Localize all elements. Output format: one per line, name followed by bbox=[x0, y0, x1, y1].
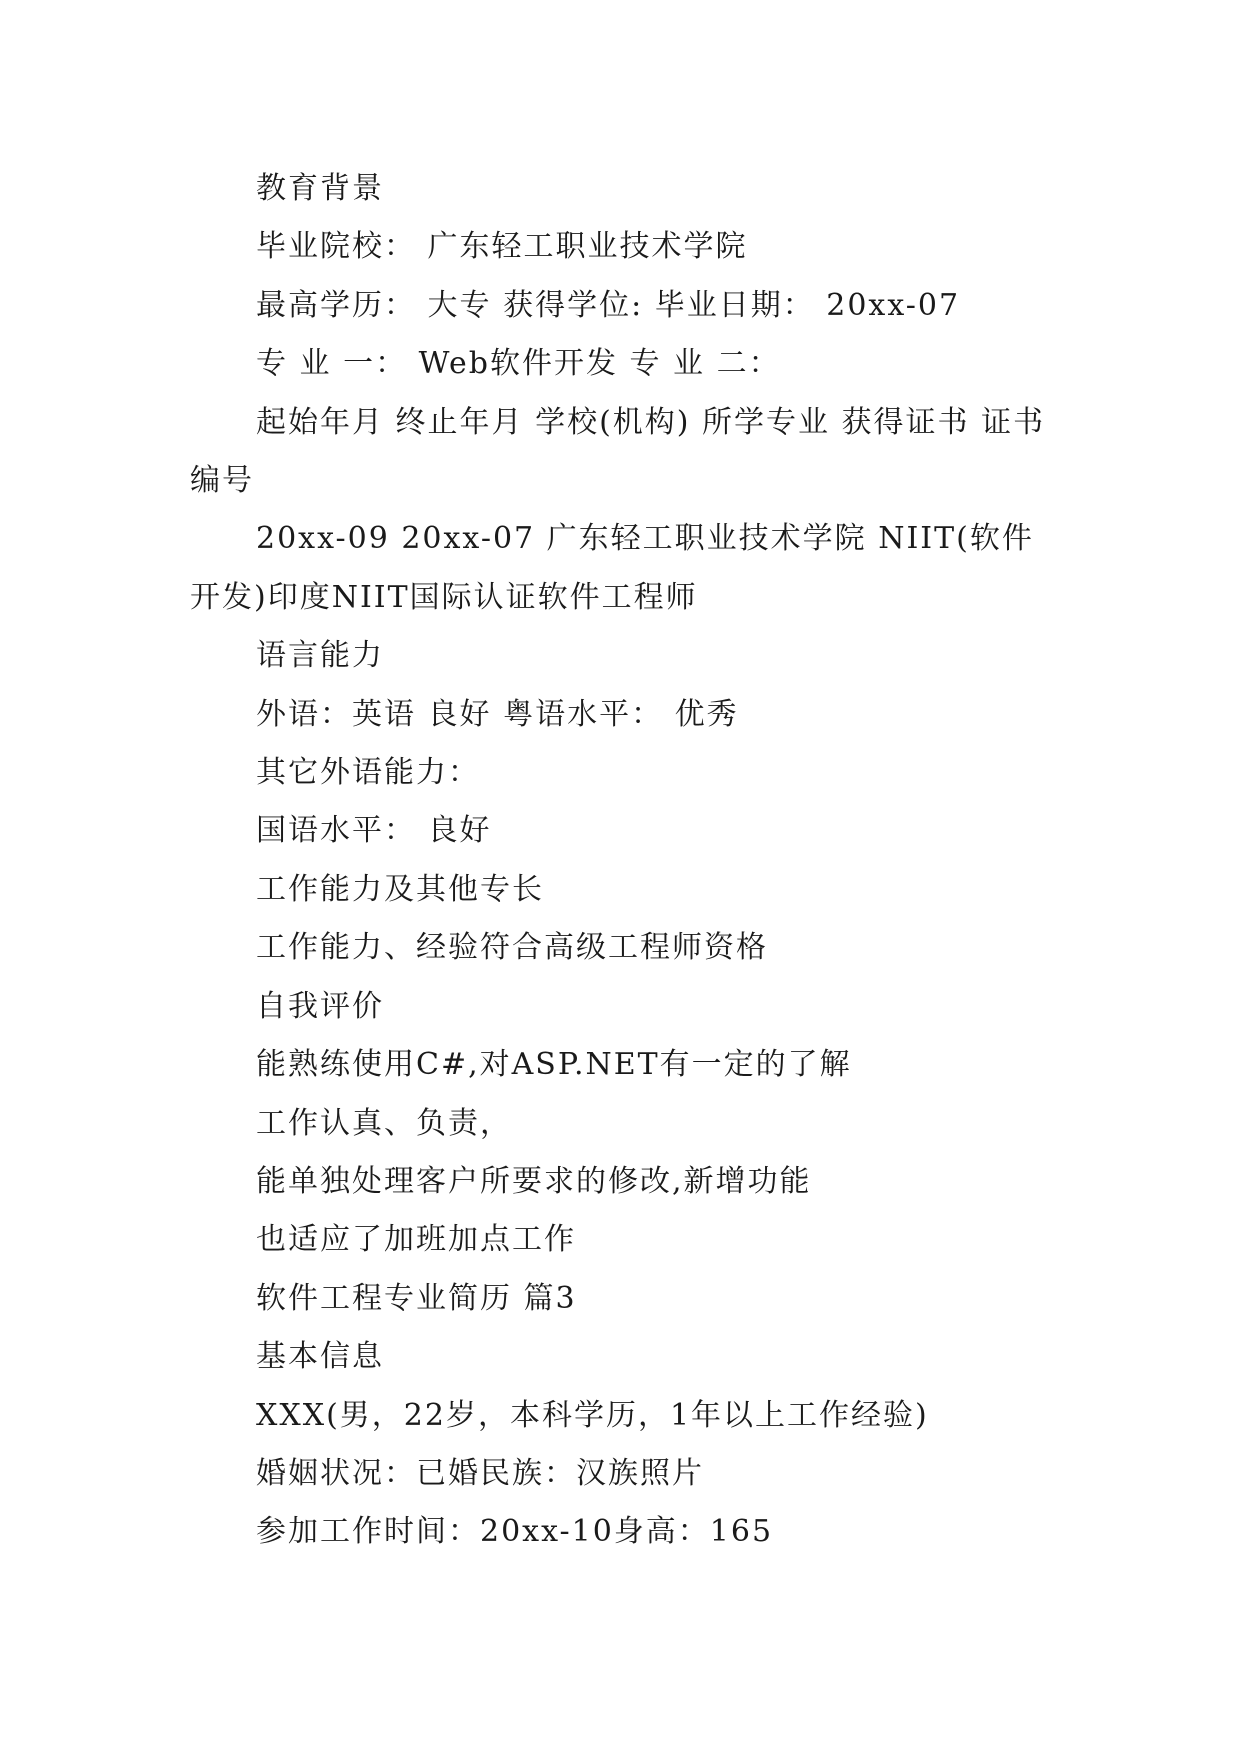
text-line-skills: 工作能力、经验符合高级工程师资格 bbox=[256, 930, 768, 966]
text-line-evaluation-4: 也适应了加班加点工作 bbox=[256, 1222, 576, 1258]
text-line-foreign-language: 外语：英语 良好 粤语水平： 优秀 bbox=[256, 696, 739, 732]
document-title-resume-3: 软件工程专业简历 篇3 bbox=[256, 1280, 577, 1316]
text-line-personal-summary: XXX(男，22岁，本科学历，1年以上工作经验) bbox=[256, 1397, 929, 1433]
section-heading-self-evaluation: 自我评价 bbox=[256, 988, 384, 1024]
text-line-work-start: 参加工作时间：20xx-10身高：165 bbox=[256, 1514, 774, 1550]
section-heading-language: 语言能力 bbox=[256, 638, 384, 674]
text-line-degree: 最高学历： 大专 获得学位: 毕业日期： 20xx-07 bbox=[256, 287, 961, 323]
text-line-marital-status: 婚姻状况：已婚民族：汉族照片 bbox=[256, 1455, 704, 1491]
text-line-mandarin: 国语水平： 良好 bbox=[256, 813, 492, 849]
text-line-evaluation-1: 能熟练使用C#,对ASP.NET有一定的了解 bbox=[256, 1047, 852, 1083]
text-line-evaluation-2: 工作认真、负责， bbox=[256, 1105, 512, 1141]
document-body bbox=[190, 160, 1060, 1562]
text-line-education-entry: 20xx-09 20xx-07 广东轻工职业技术学院 NIIT(软件开发)印度NIIT国际认证软件工程师 bbox=[190, 521, 1034, 615]
section-heading-basic-info: 基本信息 bbox=[256, 1339, 384, 1375]
text-line-evaluation-3: 能单独处理客户所要求的修改,新增功能 bbox=[256, 1163, 812, 1199]
text-line-major: 专 业 一： Web软件开发 专 业 二： bbox=[256, 346, 781, 382]
section-heading-education: 教育背景 bbox=[256, 171, 384, 206]
text-line-education-table-header: 起始年月 终止年月 学校(机构) 所学专业 获得证书 证书编号 bbox=[190, 404, 1046, 499]
text-line-other-languages: 其它外语能力： bbox=[256, 755, 480, 791]
section-heading-skills: 工作能力及其他专长 bbox=[256, 871, 544, 907]
text-line-school: 毕业院校： 广东轻工职业技术学院 bbox=[256, 229, 748, 265]
